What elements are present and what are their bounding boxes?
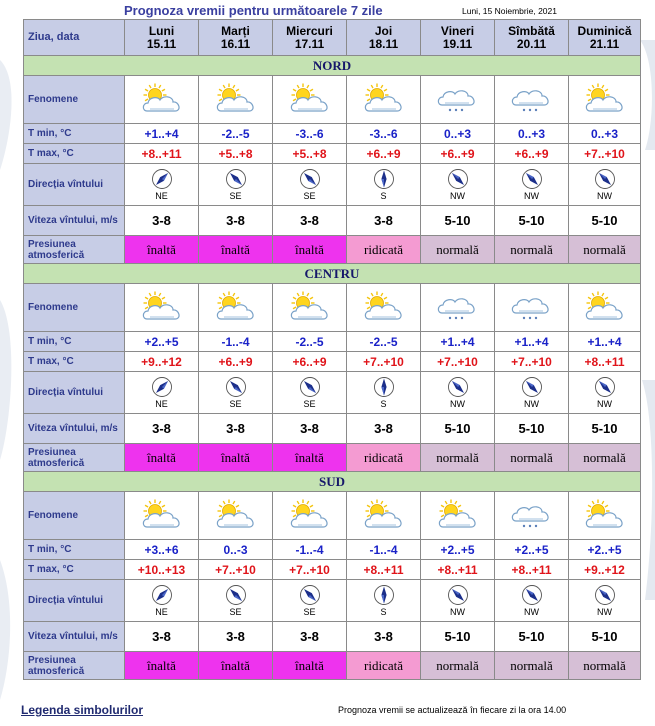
sun-cloud-icon (286, 499, 334, 533)
wind-direction-icon (299, 168, 321, 190)
row-tmin (24, 332, 641, 352)
tmax-cell: +8..+11 (347, 560, 421, 580)
day-date: 21.11 (589, 36, 620, 51)
wind-dir-label: NE (155, 191, 168, 201)
tmax-cell: +6..+9 (347, 144, 421, 164)
wind-dir-cell (347, 580, 421, 622)
wind-speed-cell: 5-10 (569, 206, 641, 236)
row-tmin (24, 540, 641, 560)
wind-dir-label: SE (303, 399, 316, 409)
region-name: NORD (24, 56, 641, 76)
wind-speed-cell: 3-8 (199, 414, 273, 444)
corner-label: Ziua, data (24, 20, 125, 56)
tmin-cell: +3..+6 (125, 540, 199, 560)
row-tmax (24, 560, 641, 580)
wind-direction-icon (299, 584, 321, 606)
weather-cell (495, 76, 569, 124)
wind-dir-cell (125, 372, 199, 414)
tmin-cell: +2..+5 (125, 332, 199, 352)
weather-cell (125, 492, 199, 540)
tmin-cell: -2..-5 (273, 332, 347, 352)
row-label: Direcția vîntului (24, 164, 125, 206)
pressure-cell: ridicată (347, 444, 421, 472)
wind-speed-cell: 5-10 (495, 414, 569, 444)
wind-direction-icon (594, 584, 616, 606)
tmin-cell: +1..+4 (495, 332, 569, 352)
tmin-cell: +1..+4 (421, 332, 495, 352)
wind-direction-icon (151, 584, 173, 606)
snow-cloud-icon (508, 499, 556, 533)
weather-cell (199, 76, 273, 124)
sun-cloud-icon (581, 83, 629, 117)
day-date: 17.11 (294, 36, 325, 51)
wind-dir-cell (569, 580, 641, 622)
day-name: Vineri (440, 23, 475, 38)
day-header (569, 20, 641, 56)
pressure-cell: înaltă (125, 236, 199, 264)
row-tmax (24, 144, 641, 164)
snow-cloud-icon (508, 291, 556, 325)
region-header-row (24, 56, 641, 76)
wind-speed-cell: 3-8 (199, 206, 273, 236)
pressure-cell: normală (421, 236, 495, 264)
wind-dir-label: NW (450, 191, 465, 201)
wind-dir-cell (421, 580, 495, 622)
row-label: Direcția vîntului (24, 580, 125, 622)
sun-cloud-icon (360, 291, 408, 325)
sun-cloud-icon (138, 83, 186, 117)
day-name: Sîmbătă (508, 23, 555, 38)
weather-cell (125, 284, 199, 332)
wind-speed-cell: 3-8 (347, 414, 421, 444)
row-label: T max, °C (24, 352, 125, 372)
row-label: Presiunea atmosferică (24, 444, 125, 472)
tmax-cell: +6..+9 (273, 352, 347, 372)
row-fenomene (24, 76, 641, 124)
pressure-cell: normală (569, 444, 641, 472)
wind-direction-icon (299, 376, 321, 398)
wind-speed-cell: 5-10 (421, 414, 495, 444)
wind-speed-cell: 3-8 (273, 414, 347, 444)
wind-speed-cell: 3-8 (125, 206, 199, 236)
pressure-cell: înaltă (199, 236, 273, 264)
row-label: T min, °C (24, 540, 125, 560)
wind-direction-icon (594, 376, 616, 398)
weather-cell (273, 76, 347, 124)
tmax-cell: +10..+13 (125, 560, 199, 580)
day-header (421, 20, 495, 56)
page-header (0, 0, 655, 20)
wind-dir-label: NW (524, 607, 539, 617)
tmin-cell: -2..-5 (199, 124, 273, 144)
day-date: 19.11 (442, 36, 473, 51)
row-wind-dir (24, 580, 641, 622)
pressure-cell: normală (495, 444, 569, 472)
sun-cloud-icon (212, 291, 260, 325)
wind-dir-cell (199, 164, 273, 206)
tmax-cell: +7..+10 (347, 352, 421, 372)
wind-dir-cell (347, 372, 421, 414)
wind-dir-cell (495, 580, 569, 622)
wind-direction-icon (521, 584, 543, 606)
wind-dir-cell (569, 372, 641, 414)
wind-dir-label: NE (155, 399, 168, 409)
tmin-cell: +1..+4 (125, 124, 199, 144)
current-date: Luni, 15 Noiembrie, 2021 (462, 6, 557, 16)
wind-direction-icon (151, 376, 173, 398)
weather-cell (273, 492, 347, 540)
region-header-row (24, 472, 641, 492)
wind-speed-cell: 3-8 (199, 622, 273, 652)
pressure-cell: înaltă (125, 444, 199, 472)
row-pressure (24, 236, 641, 264)
row-label: T max, °C (24, 560, 125, 580)
tmin-cell: -1..-4 (199, 332, 273, 352)
weather-cell (199, 492, 273, 540)
wind-dir-label: NW (450, 607, 465, 617)
weather-cell (569, 284, 641, 332)
row-label: Fenomene (24, 284, 125, 332)
wind-dir-cell (495, 164, 569, 206)
tmax-cell: +8..+11 (495, 560, 569, 580)
wind-dir-cell (273, 372, 347, 414)
wind-direction-icon (225, 376, 247, 398)
pressure-cell: înaltă (273, 236, 347, 264)
tmax-cell: +6..+9 (199, 352, 273, 372)
wind-dir-label: NW (524, 399, 539, 409)
weather-cell (273, 284, 347, 332)
sun-cloud-icon (286, 291, 334, 325)
wind-direction-icon (373, 168, 395, 190)
snow-cloud-icon (434, 291, 482, 325)
wind-speed-cell: 5-10 (569, 414, 641, 444)
tmax-cell: +7..+10 (199, 560, 273, 580)
tmin-cell: +2..+5 (421, 540, 495, 560)
wind-speed-cell: 5-10 (421, 206, 495, 236)
wind-dir-label: NW (597, 191, 612, 201)
wind-dir-label: S (380, 607, 387, 617)
wind-dir-label: SE (229, 399, 242, 409)
region-header-row (24, 264, 641, 284)
wind-dir-label: SE (303, 607, 316, 617)
tmax-cell: +7..+10 (421, 352, 495, 372)
sun-cloud-icon (286, 83, 334, 117)
wind-dir-cell (421, 164, 495, 206)
row-label: Fenomene (24, 492, 125, 540)
row-wind-dir (24, 164, 641, 206)
tmax-cell: +6..+9 (495, 144, 569, 164)
tmax-cell: +6..+9 (421, 144, 495, 164)
region-name: CENTRU (24, 264, 641, 284)
page-title: Prognoza vremii pentru următoarele 7 zile (124, 3, 383, 18)
wind-dir-cell (495, 372, 569, 414)
wind-direction-icon (594, 168, 616, 190)
pressure-cell: înaltă (199, 652, 273, 680)
forecast-table (23, 19, 641, 680)
tmin-cell: 0..+3 (495, 124, 569, 144)
wind-direction-icon (447, 376, 469, 398)
wind-speed-cell: 3-8 (125, 622, 199, 652)
region-name: SUD (24, 472, 641, 492)
row-label: Fenomene (24, 76, 125, 124)
row-label: Direcția vîntului (24, 372, 125, 414)
snow-cloud-icon (508, 83, 556, 117)
wind-direction-icon (447, 584, 469, 606)
weather-cell (421, 76, 495, 124)
day-header (273, 20, 347, 56)
tmax-cell: +8..+11 (421, 560, 495, 580)
day-name: Miercuri (286, 23, 333, 38)
row-wind-speed (24, 622, 641, 652)
row-label: Presiunea atmosferică (24, 652, 125, 680)
row-label: Viteza vîntului, m/s (24, 414, 125, 444)
tmin-cell: -2..-5 (347, 332, 421, 352)
tmin-cell: +1..+4 (569, 332, 641, 352)
pressure-cell: ridicată (347, 652, 421, 680)
wind-dir-label: NW (450, 399, 465, 409)
weather-cell (347, 284, 421, 332)
pressure-cell: înaltă (125, 652, 199, 680)
tmin-cell: -3..-6 (273, 124, 347, 144)
tmax-cell: +5..+8 (199, 144, 273, 164)
wind-dir-label: S (380, 191, 387, 201)
sun-cloud-icon (360, 83, 408, 117)
wind-dir-cell (347, 164, 421, 206)
tmin-cell: -3..-6 (347, 124, 421, 144)
row-tmin (24, 124, 641, 144)
sun-cloud-icon (138, 499, 186, 533)
row-label: Presiunea atmosferică (24, 236, 125, 264)
pressure-cell: înaltă (273, 652, 347, 680)
sun-cloud-icon (212, 83, 260, 117)
wind-dir-cell (125, 164, 199, 206)
wind-dir-cell (421, 372, 495, 414)
tmax-cell: +9..+12 (125, 352, 199, 372)
weather-cell (495, 284, 569, 332)
wind-direction-icon (521, 168, 543, 190)
wind-direction-icon (373, 584, 395, 606)
sun-cloud-icon (434, 499, 482, 533)
row-wind-speed (24, 206, 641, 236)
sun-cloud-icon (581, 291, 629, 325)
tmin-cell: 0..+3 (569, 124, 641, 144)
tmax-cell: +9..+12 (569, 560, 641, 580)
sun-cloud-icon (138, 291, 186, 325)
wind-dir-label: SE (229, 607, 242, 617)
wind-speed-cell: 5-10 (421, 622, 495, 652)
wind-speed-cell: 3-8 (125, 414, 199, 444)
wind-speed-cell: 5-10 (495, 206, 569, 236)
wind-dir-cell (125, 580, 199, 622)
tmin-cell: -1..-4 (273, 540, 347, 560)
row-fenomene (24, 284, 641, 332)
tmax-cell: +7..+10 (495, 352, 569, 372)
day-date: 20.11 (516, 36, 547, 51)
tmin-cell: -1..-4 (347, 540, 421, 560)
tmin-cell: +2..+5 (495, 540, 569, 560)
wind-dir-cell (199, 372, 273, 414)
tmax-cell: +7..+10 (569, 144, 641, 164)
pressure-cell: normală (495, 652, 569, 680)
day-date: 15.11 (146, 36, 177, 51)
pressure-cell: normală (495, 236, 569, 264)
sun-cloud-icon (581, 499, 629, 533)
wind-dir-cell (569, 164, 641, 206)
wind-dir-label: NW (524, 191, 539, 201)
tmax-cell: +8..+11 (569, 352, 641, 372)
wind-dir-cell (199, 580, 273, 622)
day-header (347, 20, 421, 56)
wind-speed-cell: 3-8 (273, 622, 347, 652)
wind-dir-label: NW (597, 607, 612, 617)
day-header (495, 20, 569, 56)
tmax-cell: +8..+11 (125, 144, 199, 164)
day-header (125, 20, 199, 56)
row-fenomene (24, 492, 641, 540)
row-label: T min, °C (24, 332, 125, 352)
snow-cloud-icon (434, 83, 482, 117)
wind-direction-icon (225, 584, 247, 606)
wind-speed-cell: 3-8 (347, 206, 421, 236)
tmin-cell: +2..+5 (569, 540, 641, 560)
day-date: 18.11 (368, 36, 399, 51)
tmin-cell: 0..+3 (421, 124, 495, 144)
wind-dir-label: S (380, 399, 387, 409)
row-label: Viteza vîntului, m/s (24, 622, 125, 652)
weather-cell (421, 492, 495, 540)
day-name: Joi (374, 23, 393, 38)
weather-cell (569, 76, 641, 124)
pressure-cell: înaltă (273, 444, 347, 472)
day-header-row (24, 20, 641, 56)
tmax-cell: +5..+8 (273, 144, 347, 164)
weather-cell (199, 284, 273, 332)
row-pressure (24, 444, 641, 472)
wind-dir-label: NW (597, 399, 612, 409)
day-name: Marți (221, 23, 250, 38)
sun-cloud-icon (360, 499, 408, 533)
row-label: Viteza vîntului, m/s (24, 206, 125, 236)
day-date: 16.11 (220, 36, 251, 51)
wind-dir-cell (273, 164, 347, 206)
row-wind-speed (24, 414, 641, 444)
pressure-cell: normală (421, 444, 495, 472)
row-label: T max, °C (24, 144, 125, 164)
wind-speed-cell: 3-8 (273, 206, 347, 236)
row-label: T min, °C (24, 124, 125, 144)
wind-direction-icon (225, 168, 247, 190)
row-pressure (24, 652, 641, 680)
weather-cell (347, 76, 421, 124)
tmin-cell: 0..-3 (199, 540, 273, 560)
row-tmax (24, 352, 641, 372)
pressure-cell: normală (421, 652, 495, 680)
day-name: Luni (148, 23, 175, 38)
pressure-cell: ridicată (347, 236, 421, 264)
legend-link[interactable]: Legenda simbolurilor (21, 703, 144, 717)
weather-cell (125, 76, 199, 124)
pressure-cell: normală (569, 236, 641, 264)
wind-direction-icon (521, 376, 543, 398)
wind-dir-label: NE (155, 607, 168, 617)
pressure-cell: normală (569, 652, 641, 680)
wind-direction-icon (373, 376, 395, 398)
wind-speed-cell: 5-10 (495, 622, 569, 652)
sun-cloud-icon (212, 499, 260, 533)
weather-cell (347, 492, 421, 540)
day-name: Duminică (577, 23, 632, 38)
wind-speed-cell: 5-10 (569, 622, 641, 652)
weather-cell (495, 492, 569, 540)
day-header (199, 20, 273, 56)
weather-cell (421, 284, 495, 332)
tmax-cell: +7..+10 (273, 560, 347, 580)
wind-dir-cell (273, 580, 347, 622)
row-wind-dir (24, 372, 641, 414)
wind-dir-label: SE (303, 191, 316, 201)
wind-direction-icon (151, 168, 173, 190)
pressure-cell: înaltă (199, 444, 273, 472)
weather-cell (569, 492, 641, 540)
update-note: Prognoza vremii se actualizează în fiecare zi la ora 14.00 (338, 705, 567, 715)
wind-speed-cell: 3-8 (347, 622, 421, 652)
wind-dir-label: SE (229, 191, 242, 201)
wind-direction-icon (447, 168, 469, 190)
